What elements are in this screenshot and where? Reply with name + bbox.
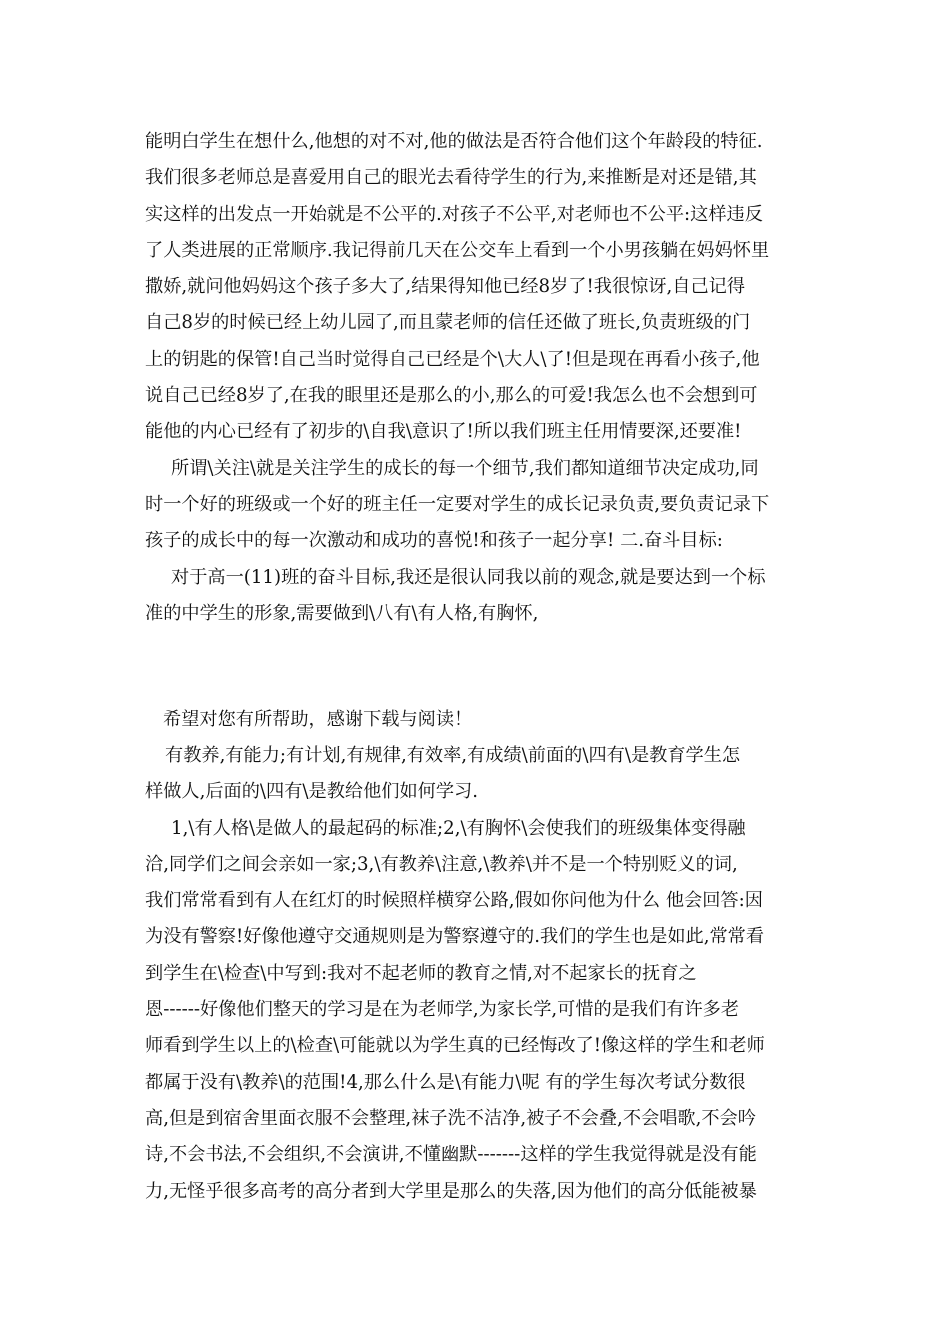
text-line: 样做人,后面的\四有\是教给他们如何学习.	[145, 781, 479, 803]
text-line: 时一个好的班级或一个好的班主任一定要对学生的成长记录负责,要负责记录下	[145, 493, 770, 515]
paragraph-first-line: 所谓\关注\就是关注学生的成长的每一个细节,我们都知道细节决定成功,同	[171, 457, 759, 479]
text-line: 实这样的出发点一开始就是不公平的.对孩子不公平,对老师也不公平:这样违反	[145, 203, 763, 225]
text-line: 我们常常看到有人在红灯的时候照样横穿公路,假如你问他为什么 他会回答:因	[145, 890, 763, 912]
thanks-note	[145, 702, 825, 738]
text-line: 师看到学生以上的\检查\可能就以为学生真的已经悔改了!像这样的学生和老师	[145, 1035, 765, 1057]
thanks-text: 希望对您有所帮助，感谢下载与阅读！	[163, 709, 473, 730]
text-line: 诗,不会书法,不会组织,不会演讲,不懂幽默-------这样的学生我觉得就是没有能	[145, 1144, 757, 1166]
text-line: 能明白学生在想什么,他想的对不对,他的做法是否符合他们这个年龄段的特征.	[145, 131, 763, 152]
text-line: 孩子的成长中的每一次激动和成功的喜悦!和孩子一起分享! 二.奋斗目标:	[145, 530, 723, 552]
text-line: 我们很多老师总是喜爱用自己的眼光去看待学生的行为,来推断是对还是错,其	[145, 167, 757, 189]
text-line: 到学生在\检查\中写到:我对不起老师的教育之情,对不起家长的抚育之	[145, 962, 697, 984]
text-line: 都属于没有\教养\的范围!4,那么什么是\有能力\呢 有的学生每次考试分数很	[145, 1071, 746, 1093]
text-line: 洽,同学们之间会亲如一家;3,\有教养\注意,\教养\并不是一个特别贬义的词,	[145, 853, 738, 875]
text-line: 上的钥匙的保管!自己当时觉得自己已经是个\大人\了!但是现在再看小孩子,他	[145, 348, 760, 370]
text-line: 为没有警察!好像他遵守交通规则是为警察遵守的.我们的学生也是如此,常常看	[145, 926, 765, 948]
text-line: 撒娇,就问他妈妈这个孩子多大了,结果得知他已经8岁了!我很惊讶,自己记得	[145, 276, 746, 298]
paragraph-first-line: 对于高一(11)班的奋斗目标,我还是很认同我以前的观念,就是要达到一个标	[171, 566, 766, 588]
text-line: 能他的内心已经有了初步的\自我\意识了!所以我们班主任用情要深,还要准!	[145, 421, 742, 443]
text-line: 力,无怪乎很多高考的高分者到大学里是那么的失落,因为他们的高分低能被暴	[145, 1180, 757, 1202]
body-text-block-2	[145, 738, 825, 1210]
paragraph-first-line: 有教养,有能力;有计划,有规律,有效率,有成绩\前面的\四有\是教育学生怎	[165, 745, 741, 766]
text-line: 准的中学生的形象,需要做到\八有\有人格,有胸怀,	[145, 602, 539, 624]
text-line: 自己8岁的时候已经上幼儿园了,而且蒙老师的信任还做了班长,负责班级的门	[145, 312, 751, 334]
text-line: 恩------好像他们整天的学习是在为老师学,为家长学,可惜的是我们有许多老	[145, 999, 740, 1021]
text-line: 说自己已经8岁了,在我的眼里还是那么的小,那么的可爱!我怎么也不会想到可	[145, 385, 758, 407]
body-text-block-1	[145, 124, 825, 632]
text-line: 了人类进展的正常顺序.我记得前几天在公交车上看到一个小男孩躺在妈妈怀里	[145, 239, 770, 261]
text-line: 高,但是到宿舍里面衣服不会整理,袜子洗不洁净,被子不会叠,不会唱歌,不会吟	[145, 1107, 756, 1129]
paragraph-first-line: 1,\有人格\是做人的最起码的标准;2,\有胸怀\会使我们的班级集体变得融	[171, 817, 746, 839]
